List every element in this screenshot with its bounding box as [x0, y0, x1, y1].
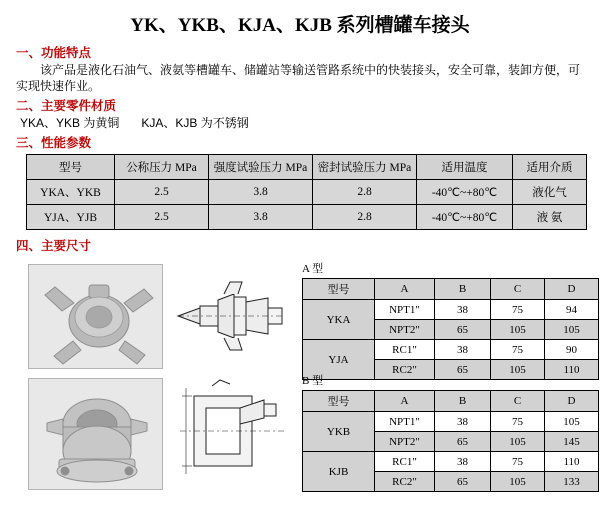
cell-c: 75: [491, 340, 545, 360]
col-d: D: [545, 279, 599, 300]
cell-c: 105: [491, 360, 545, 380]
cell-b: 65: [435, 432, 491, 452]
cell-b: 65: [435, 360, 491, 380]
col-b: B: [435, 391, 491, 412]
cell-a: NPT2": [375, 432, 435, 452]
cell-d: 110: [545, 360, 599, 380]
col-model: 型号: [303, 279, 375, 300]
dimension-block-b: [302, 372, 599, 492]
cell-d: 110: [545, 452, 599, 472]
cell-c: 105: [491, 432, 545, 452]
features-body: 该产品是液化石油气、液氨等槽罐车、储罐站等输送管路系统中的快装接头，安全可靠，装卸方便，可实现快速作业。: [16, 63, 581, 93]
dimension-caption-a: A 型: [302, 263, 324, 275]
cell-a: RC1": [375, 340, 435, 360]
col-a: A: [375, 279, 435, 300]
cell-a: NPT1": [375, 300, 435, 320]
cell-a: RC1": [375, 452, 435, 472]
cell-c: 75: [491, 412, 545, 432]
cell-c: 105: [491, 320, 545, 340]
table-header-row: [303, 279, 599, 300]
performance-table: [26, 154, 587, 230]
dimension-block-a: [302, 260, 599, 380]
dimension-table-b: [302, 390, 599, 492]
cell-b: 38: [435, 340, 491, 360]
cell-model: YKB: [303, 412, 375, 452]
col-strength-pressure: 强度试验压力 MPa: [209, 155, 313, 180]
technical-drawing-b-graphic: [172, 378, 290, 490]
table-header-row: [27, 155, 587, 180]
cell-temperature: -40℃~+80℃: [417, 180, 513, 205]
col-model: 型号: [27, 155, 115, 180]
col-b: B: [435, 279, 491, 300]
table-row: [27, 180, 587, 205]
technical-drawing-b: [172, 378, 290, 490]
cell-c: 105: [491, 472, 545, 492]
cell-temperature: -40℃~+80℃: [417, 205, 513, 230]
cell-b: 38: [435, 412, 491, 432]
technical-drawing-a-graphic: [172, 264, 290, 369]
col-temperature: 适用温度: [417, 155, 513, 180]
cell-b: 65: [435, 472, 491, 492]
col-d: D: [545, 391, 599, 412]
col-c: C: [491, 391, 545, 412]
cell-d: 105: [545, 412, 599, 432]
dimensions-area: [10, 260, 590, 500]
cell-model: YJA、YJB: [27, 205, 115, 230]
section-heading-features: 一、功能特点: [16, 46, 92, 60]
cell-seal-pressure: 2.8: [313, 205, 417, 230]
col-c: C: [491, 279, 545, 300]
cell-medium: 液 氨: [513, 205, 587, 230]
cell-c: 75: [491, 452, 545, 472]
cell-nominal-pressure: 2.5: [115, 180, 209, 205]
cell-model: YJA: [303, 340, 375, 380]
product-photo-b-graphic: [29, 379, 163, 490]
col-nominal-pressure: 公称压力 MPa: [115, 155, 209, 180]
cell-a: RC2": [375, 472, 435, 492]
cell-d: 133: [545, 472, 599, 492]
product-photo-b: [28, 378, 163, 490]
cell-seal-pressure: 2.8: [313, 180, 417, 205]
material-right: KJA、KJB 为不锈钢: [141, 116, 249, 130]
cell-model: KJB: [303, 452, 375, 492]
cell-medium: 液化气: [513, 180, 587, 205]
cell-d: 90: [545, 340, 599, 360]
cell-d: 94: [545, 300, 599, 320]
cell-b: 38: [435, 452, 491, 472]
table-row: [303, 300, 599, 320]
section-heading-performance: 三、性能参数: [16, 136, 92, 150]
cell-b: 38: [435, 300, 491, 320]
table-row: [303, 340, 599, 360]
dimension-table-a: [302, 278, 599, 380]
materials-body: [20, 115, 584, 131]
cell-b: 65: [435, 320, 491, 340]
section-heading-materials: 二、主要零件材质: [16, 99, 117, 113]
cell-a: RC2": [375, 360, 435, 380]
col-a: A: [375, 391, 435, 412]
table-row: [303, 412, 599, 432]
material-left: YKA、YKB 为黄铜: [20, 116, 120, 130]
cell-strength-pressure: 3.8: [209, 180, 313, 205]
cell-nominal-pressure: 2.5: [115, 205, 209, 230]
col-medium: 适用介质: [513, 155, 587, 180]
table-header-row: [303, 391, 599, 412]
cell-d: 145: [545, 432, 599, 452]
cell-c: 75: [491, 300, 545, 320]
table-row: [27, 205, 587, 230]
product-photo-a-graphic: [29, 265, 163, 369]
cell-a: NPT1": [375, 412, 435, 432]
cell-model: YKA、YKB: [27, 180, 115, 205]
product-photo-a: [28, 264, 163, 369]
col-seal-pressure: 密封试验压力 MPa: [313, 155, 417, 180]
page-title: YK、YKB、KJA、KJB 系列槽罐车接头: [130, 15, 470, 36]
col-model: 型号: [303, 391, 375, 412]
technical-drawing-a: [172, 264, 290, 369]
cell-model: YKA: [303, 300, 375, 340]
section-heading-dimensions: 四、主要尺寸: [16, 239, 92, 253]
cell-d: 105: [545, 320, 599, 340]
cell-a: NPT2": [375, 320, 435, 340]
table-row: [303, 452, 599, 472]
dimension-caption-b: B 型: [302, 375, 324, 387]
cell-strength-pressure: 3.8: [209, 205, 313, 230]
